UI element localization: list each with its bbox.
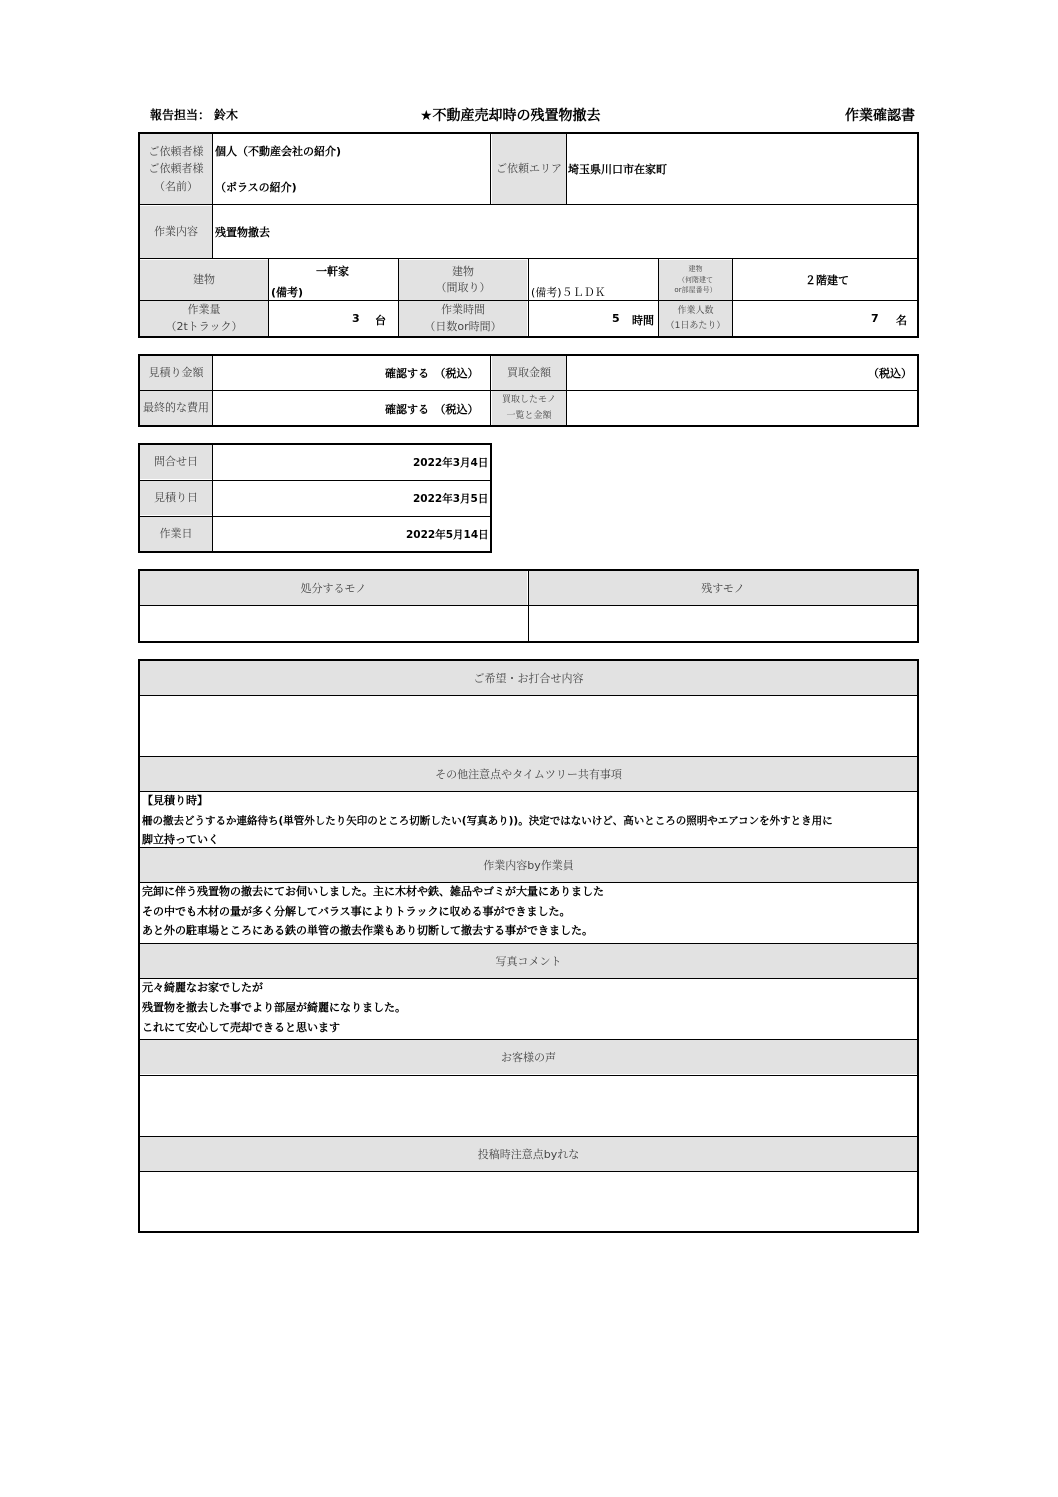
work-content-label: 作業内容 — [154, 225, 198, 239]
final-cost-label-cell — [140, 391, 212, 425]
document-type: 作業確認書 — [845, 108, 915, 124]
time-label-2: （日数or時間） — [424, 319, 502, 333]
requester-name-label-1: ご依頼者様 — [148, 162, 204, 176]
building-type-value: 一軒家 — [316, 265, 349, 278]
floors-value: ２階建て — [805, 274, 849, 287]
posting-notes-section-title: 投稿時注意点byれな — [477, 1148, 580, 1161]
purchased-items-label-1: 買取したモノ — [502, 394, 556, 405]
floors-label-2: （何階建て — [678, 275, 713, 284]
volume-label-cell — [140, 301, 268, 336]
layout-label-cell — [399, 260, 527, 300]
inquiry-date-label: 問合せ日 — [154, 455, 198, 469]
floors-label-1: 建物 — [688, 265, 703, 274]
estimate-price-value: 確認する （税込） — [385, 367, 479, 380]
staff-report-section-title: 作業内容by作業員 — [483, 859, 574, 872]
time-unit: 時間 — [632, 314, 654, 327]
notes-line: 【見積り時】 — [142, 794, 208, 807]
inquiry-date-value: 2022年3月4日 — [413, 457, 489, 469]
requester-name-value: （ポラスの紹介) — [215, 181, 297, 194]
time-label-cell — [399, 301, 527, 336]
page-title: ★不動産売却時の残置物撤去 — [420, 108, 601, 124]
building-type-label-cell — [140, 260, 268, 300]
final-cost-label: 最終的な費用 — [143, 401, 209, 415]
inquiry-date-label-cell — [140, 445, 212, 479]
keep-items-header — [529, 571, 917, 605]
staff-value: 7 — [871, 312, 879, 325]
requester-label: ご依頼者様 — [148, 144, 204, 158]
work-label-cell — [140, 206, 212, 258]
request-section-header — [140, 661, 917, 695]
notes-line: 脚立持っていく — [142, 833, 219, 846]
work-content-value: 残置物撤去 — [215, 226, 270, 239]
area-label-cell — [492, 134, 566, 204]
notes-section-title: その他注意点やタイムツリー共有事項 — [435, 768, 622, 781]
work-date-value: 2022年5月14日 — [406, 529, 489, 541]
layout-value: (備考)５ＬＤＫ — [531, 286, 606, 299]
photo-comment-section-header — [140, 944, 917, 978]
work-date-label-cell — [140, 517, 212, 551]
estimate-date-label: 見積り日 — [154, 491, 198, 505]
reporter-label: 報告担当： — [150, 108, 211, 122]
work-date-label: 作業日 — [159, 527, 193, 541]
volume-value: 3 — [352, 312, 360, 325]
estimate-price-label: 見積り金額 — [148, 366, 204, 380]
area-value: 埼玉県川口市在家町 — [568, 163, 667, 176]
posting-notes-section-header — [140, 1137, 917, 1171]
staff-report-line: 完卸に伴う残置物の撤去にてお伺いしました。主に木材や鉄、雑品やゴミが大量にありました — [142, 885, 604, 898]
photo-comment-section-title: 写真コメント — [495, 955, 562, 968]
estimate-date-label-cell — [140, 481, 212, 515]
staff-label-2: （1日あたり） — [665, 320, 726, 331]
time-label-1: 作業時間 — [441, 303, 485, 316]
staff-report-section-header — [140, 848, 917, 882]
customer-voice-section-header — [140, 1040, 917, 1074]
purchased-items-label-cell — [492, 391, 566, 425]
volume-label-1: 作業量 — [187, 303, 221, 316]
notes-line: 柵の撤去どうするか連絡待ち(単管外したり矢印のところ切断したい(写真あり))。決定ではないけど、高いところの照明やエアコンを外すとき用に — [142, 815, 833, 827]
purchased-items-label-2: 一覧と金額 — [506, 411, 552, 421]
dispose-items-header — [140, 571, 527, 605]
staff-unit: 名 — [896, 314, 907, 327]
requester-name-label-2: （名前） — [154, 179, 198, 193]
photo-comment-line: これにて安心して売却できると思います — [142, 1021, 340, 1034]
floors-label-3: or部屋番号） — [674, 286, 717, 295]
notes-section-header — [140, 757, 917, 791]
area-label: ご依頼エリア — [496, 162, 562, 176]
floors-label-cell — [659, 260, 732, 300]
staff-label-1: 作業人数 — [677, 306, 714, 317]
volume-label-2: （2tトラック） — [165, 319, 243, 333]
building-type-note: (備考) — [271, 286, 304, 299]
request-section-title: ご希望・お打合せ内容 — [473, 672, 584, 685]
requester-value: 個人（不動産会社の紹介) — [215, 145, 342, 158]
dispose-items-label: 処分するモノ — [300, 582, 367, 595]
staff-label-cell — [659, 301, 732, 336]
photo-comment-line: 残置物を撤去した事でより部屋が綺麗になりました。 — [142, 1001, 406, 1014]
requester-label-cell — [140, 134, 212, 204]
reporter-name: 鈴木 — [214, 108, 239, 122]
estimate-date-value: 2022年3月5日 — [413, 493, 489, 505]
staff-report-line: その中でも木材の量が多く分解してバラス事によりトラックに収める事ができました。 — [142, 905, 571, 918]
purchase-label-cell — [492, 356, 566, 390]
photo-comment-line: 元々綺麗なお家でしたが — [142, 981, 263, 994]
layout-label-2: （間取り） — [435, 281, 491, 294]
purchase-price-value: （税込） — [868, 367, 912, 380]
final-cost-value: 確認する （税込） — [385, 403, 479, 416]
estimate-label-cell — [140, 356, 212, 390]
time-value: 5 — [612, 312, 620, 325]
layout-label-1: 建物 — [452, 264, 474, 278]
customer-voice-section-title: お客様の声 — [501, 1051, 556, 1064]
staff-report-line: あと外の駐車場ところにある鉄の単管の撤去作業もあり切断して撤去する事ができました。 — [142, 924, 593, 937]
volume-unit: 台 — [375, 314, 386, 327]
building-type-label: 建物 — [193, 273, 215, 287]
keep-items-label: 残すモノ — [701, 582, 745, 595]
purchase-price-label: 買取金額 — [507, 366, 551, 380]
